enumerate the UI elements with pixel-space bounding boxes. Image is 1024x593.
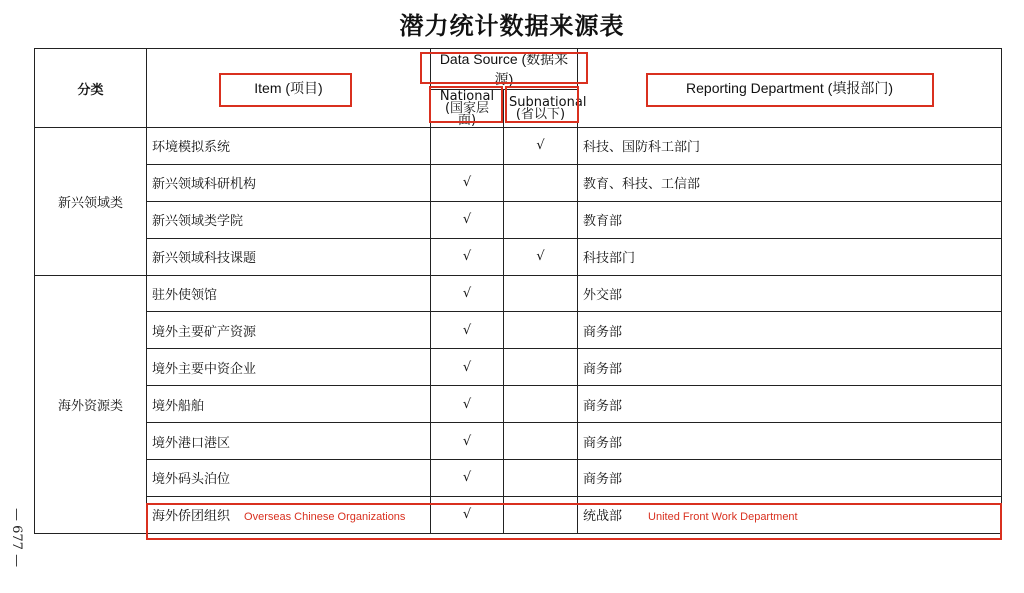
department-cell — [578, 496, 1002, 533]
table-row — [35, 275, 1002, 312]
subnational-cell — [504, 423, 578, 460]
check-mark: √ — [462, 359, 472, 375]
category-cell: 海外资源类 — [35, 275, 147, 533]
check-mark: √ — [462, 175, 472, 191]
item-cell — [147, 201, 431, 238]
department-label: 商务部 — [583, 398, 623, 414]
check-mark: √ — [462, 507, 472, 523]
item-cell — [147, 128, 431, 165]
category-cell: 新兴领域类 — [35, 128, 147, 276]
department-label: 统战部 — [583, 509, 623, 525]
national-cell — [431, 275, 504, 312]
check-mark: √ — [536, 249, 545, 265]
department-cell — [578, 275, 1002, 312]
department-label: 商务部 — [583, 472, 623, 488]
check-mark: √ — [462, 286, 472, 301]
subnational-cell — [504, 128, 578, 165]
national-cell — [431, 423, 504, 460]
department-label: 商务部 — [583, 435, 623, 451]
item-cell — [147, 164, 431, 201]
item-label: 海外侨团组织 — [152, 509, 231, 525]
item-cell — [147, 460, 431, 497]
national-cell — [431, 349, 504, 386]
item-cell — [147, 496, 431, 533]
subnational-cell — [504, 164, 578, 201]
subnational-cell — [504, 312, 578, 349]
department-header-cell — [578, 49, 1002, 128]
department-header: Reporting Department (填报部门) — [686, 80, 893, 96]
category-header: 分类 — [35, 49, 147, 128]
table-row — [35, 386, 1002, 423]
check-mark: √ — [462, 212, 472, 228]
national-cell — [431, 496, 504, 533]
item-header: Item (项目) — [254, 80, 323, 96]
subnational-cell — [504, 496, 578, 533]
data-source-header: Data Source (数据来源) — [439, 51, 569, 87]
subnational-cell — [504, 238, 578, 275]
item-annotation: Overseas Chinese Organizations — [244, 511, 406, 524]
item-label: 境外主要矿产资源 — [152, 324, 257, 340]
page-number: — 677 — — [9, 508, 24, 568]
table-row — [35, 423, 1002, 460]
table-row — [35, 238, 1002, 275]
item-cell — [147, 312, 431, 349]
subnational-cell — [504, 386, 578, 423]
department-cell — [578, 460, 1002, 497]
department-label: 外交部 — [583, 288, 623, 303]
item-label: 境外码头泊位 — [152, 472, 231, 488]
item-cell — [147, 238, 431, 275]
data-source-header-cell — [431, 49, 578, 90]
department-label: 科技部门 — [583, 251, 636, 267]
table-row — [35, 312, 1002, 349]
national-cell — [431, 164, 504, 201]
item-label: 境外主要中资企业 — [152, 361, 257, 377]
check-mark: √ — [462, 470, 472, 486]
item-cell — [147, 349, 431, 386]
subnational-cell — [504, 349, 578, 386]
subnational-header-line1: Subnational — [509, 94, 587, 110]
department-cell — [578, 238, 1002, 275]
item-label: 环境模拟系统 — [152, 140, 231, 156]
header-row-1 — [35, 49, 1002, 90]
department-label: 教育部 — [583, 214, 623, 230]
item-label: 新兴领域科研机构 — [152, 177, 257, 193]
department-annotation: United Front Work Department — [648, 511, 798, 524]
table-row — [35, 201, 1002, 238]
national-cell — [431, 460, 504, 497]
department-cell — [578, 128, 1002, 165]
department-label: 科技、国防科工部门 — [583, 140, 701, 156]
item-label: 新兴领域科技课题 — [152, 251, 257, 267]
table-row — [35, 496, 1002, 533]
subnational-cell — [504, 460, 578, 497]
item-label: 境外船舶 — [152, 398, 205, 414]
national-cell — [431, 238, 504, 275]
subnational-header — [504, 90, 587, 128]
department-label: 商务部 — [583, 361, 623, 377]
data-source-table — [34, 48, 1002, 534]
page-title: 潜力统计数据来源表 — [399, 11, 625, 40]
item-cell — [147, 275, 431, 312]
department-cell — [578, 423, 1002, 460]
check-mark: √ — [462, 322, 472, 338]
department-label: 教育、科技、工信部 — [583, 177, 701, 193]
department-cell — [578, 164, 1002, 201]
item-cell — [147, 423, 431, 460]
national-header — [431, 90, 504, 128]
subnational-cell — [504, 275, 578, 312]
subnational-header-line2: (省以下) — [515, 106, 566, 122]
table-row — [35, 128, 1002, 165]
department-cell — [578, 386, 1002, 423]
check-mark: √ — [536, 138, 545, 154]
check-mark: √ — [462, 433, 472, 449]
check-mark: √ — [462, 396, 472, 412]
table-row — [35, 164, 1002, 201]
national-cell — [431, 128, 504, 165]
department-cell — [578, 349, 1002, 386]
item-label: 境外港口港区 — [152, 435, 231, 451]
national-cell — [431, 201, 504, 238]
subnational-cell — [504, 201, 578, 238]
item-label: 新兴领域类学院 — [152, 214, 244, 230]
check-mark: √ — [462, 249, 472, 265]
item-header-cell — [147, 49, 431, 128]
national-header-line1: National — [439, 88, 495, 104]
national-header-line2: (国家层面) — [444, 100, 490, 128]
table-row — [35, 460, 1002, 497]
national-cell — [431, 312, 504, 349]
department-cell — [578, 312, 1002, 349]
department-label: 商务部 — [583, 324, 623, 340]
item-cell — [147, 386, 431, 423]
department-cell — [578, 201, 1002, 238]
table-row — [35, 349, 1002, 386]
item-label: 驻外使领馆 — [152, 288, 218, 303]
national-cell — [431, 386, 504, 423]
